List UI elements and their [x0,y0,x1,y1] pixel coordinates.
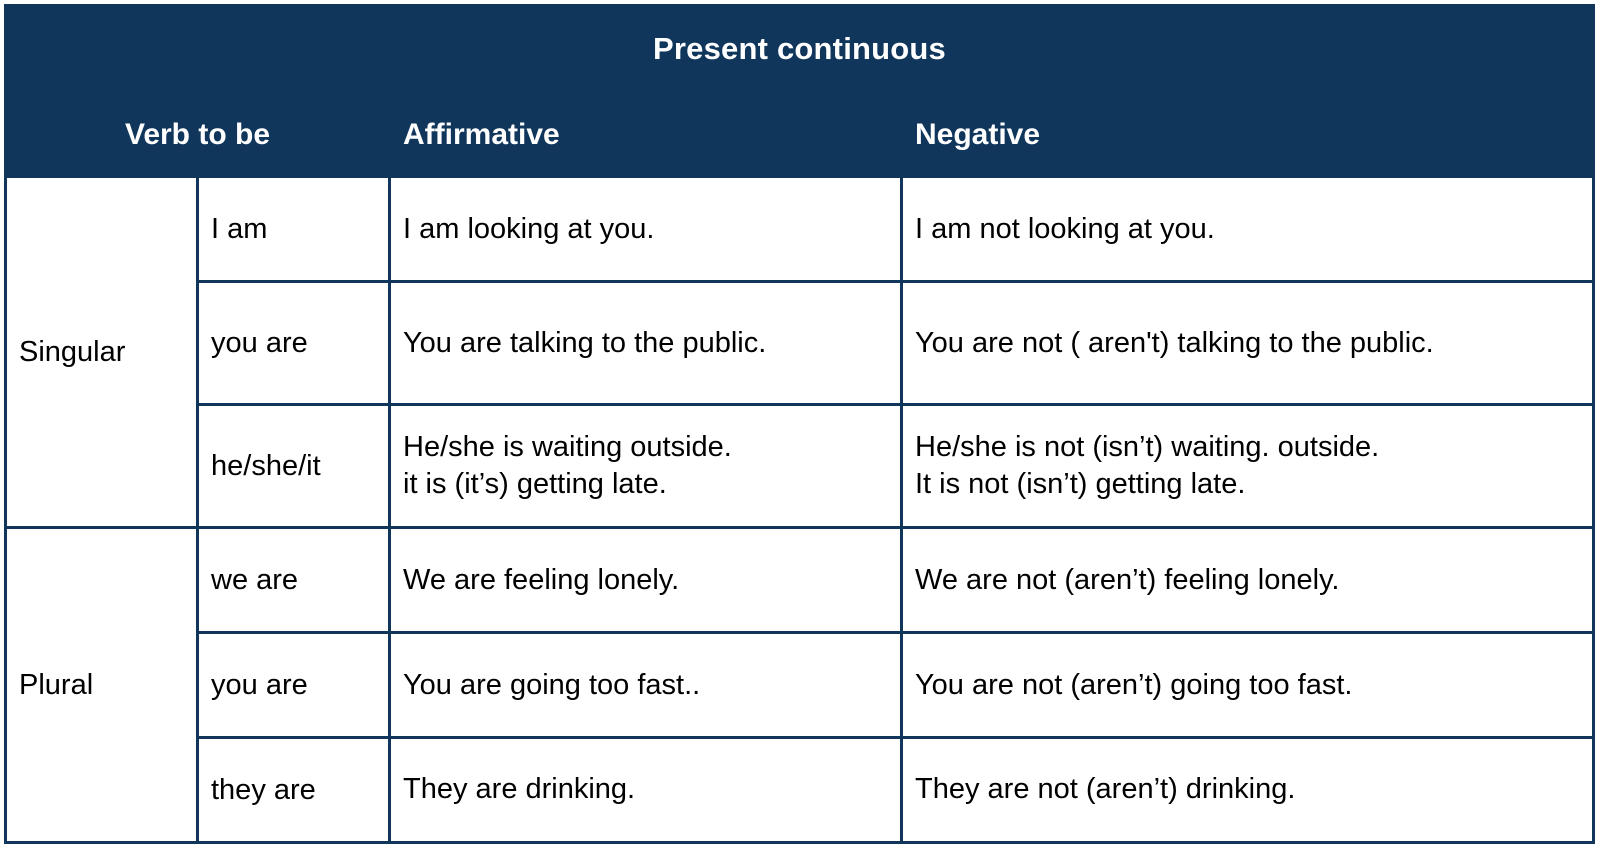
pronoun-cell: you are [198,282,390,405]
negative-cell: We are not (aren’t) feeling lonely. [902,528,1594,633]
pronoun-cell: they are [198,738,390,843]
present-continuous-table [4,4,1595,844]
affirmative-cell: We are feeling lonely. [390,528,902,633]
pronoun-cell: I am [198,177,390,282]
affirmative-line-2: it is (it’s) getting late. [403,468,667,501]
negative-cell: They are not (aren’t) drinking. [902,738,1594,843]
group-label-singular: Singular [6,177,198,528]
table-header-row [6,92,1594,177]
negative-cell: You are not (aren’t) going too fast. [902,633,1594,738]
affirmative-cell: I am looking at you. [390,177,902,282]
column-header-verb-to-be: Verb to be [6,92,390,177]
negative-cell [902,405,1594,528]
table-row [6,528,1594,633]
affirmative-line-1: He/she is waiting outside. [403,431,732,464]
table-title: Present continuous [6,6,1594,93]
pronoun-cell: he/she/it [198,405,390,528]
table-row [6,405,1594,528]
table-row [6,738,1594,843]
affirmative-cell: They are drinking. [390,738,902,843]
negative-line-1: He/she is not (isn’t) waiting. outside. [915,431,1380,464]
table-row [6,633,1594,738]
affirmative-cell: You are talking to the public. [390,282,902,405]
column-header-affirmative: Affirmative [390,92,902,177]
affirmative-cell [390,405,902,528]
negative-cell: I am not looking at you. [902,177,1594,282]
pronoun-cell: you are [198,633,390,738]
group-label-plural: Plural [6,528,198,843]
negative-line-2: It is not (isn’t) getting late. [915,468,1246,501]
negative-cell: You are not ( aren't) talking to the public. [902,282,1594,405]
table-row [6,282,1594,405]
table-title-row [6,6,1594,93]
table-row [6,177,1594,282]
pronoun-cell: we are [198,528,390,633]
column-header-negative: Negative [902,92,1594,177]
affirmative-cell: You are going too fast.. [390,633,902,738]
